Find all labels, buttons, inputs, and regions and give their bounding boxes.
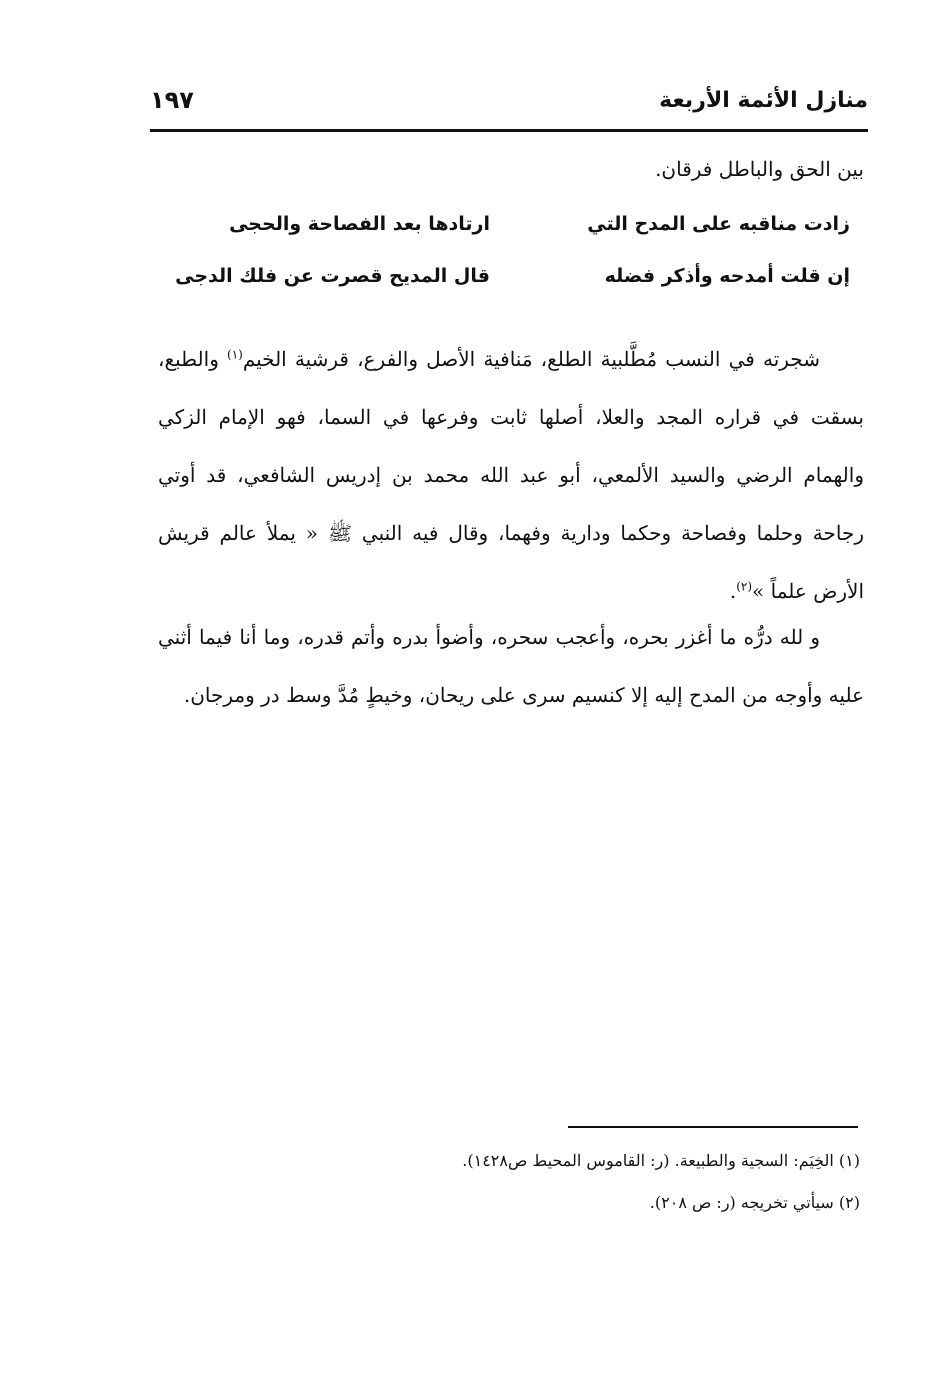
footnote-divider	[568, 1126, 858, 1128]
paragraph-1-end: .	[729, 579, 737, 603]
paragraph-1	[158, 330, 864, 620]
paragraph-2	[158, 608, 864, 724]
verse-1-second-hemistich: ارتادها بعد الفصاحة والحجى	[229, 213, 490, 235]
footnote-1: (١) الخِيَم: السجية والطبيعة. (ر: القاموس المحيط ص١٤٢٨).	[462, 1151, 860, 1170]
poem	[175, 198, 850, 302]
footnote-ref-1[interactable]: (١)	[227, 347, 243, 362]
footnote-2: (٢) سيأتي تخريجه (ر: ص ٢٠٨).	[649, 1193, 860, 1212]
intro-line: بين الحق والباطل فرقان.	[655, 157, 864, 181]
header-divider	[150, 129, 868, 132]
poem-verse-2	[175, 250, 850, 302]
poem-verse-1	[180, 198, 850, 250]
paragraph-1-part-2: والطبع، بسقت في قراره المجد والعلا، أصلها ثابت وفرعها في السما، فهو الإمام الزكي والهمام الرضي والسيد الألمعي، أبو عبد الله محمد بن إدريس الشافعي، قد أوتي رجاحة وحلما وفصاحة وحكما ودارية وفهما، وقال فيه النبي ﷺ « يملأ عالم قريش الأرض علماً »	[158, 347, 864, 603]
verse-2-second-hemistich: قال المديح قصرت عن فلك الدجى	[175, 265, 490, 287]
paragraph-1-part-1: شجرته في النسب مُطَّلبية الطلع، مَنافية الأصل والفرع، قرشية الخيم	[242, 347, 820, 371]
page-number: ١٩٧	[150, 86, 194, 114]
paragraph-2-text: و لله درُّه ما أغزر بحره، وأعجب سحره، وأضوأ بدره وأتم قدره، وما أنا فيما أثني عليه وأوجه من المدح إليه إلا كنسيم سرى على ريحان، وخيطٍ مُدَّ وسط در ومرجان.	[158, 625, 864, 707]
page-header	[150, 78, 868, 122]
paragraph-1-text	[158, 330, 864, 620]
verse-2-first-hemistich: إن قلت أمدحه وأذكر فضله	[604, 265, 850, 287]
verse-1-first-hemistich: زادت مناقبه على المدح التي	[587, 213, 850, 235]
footnote-ref-2[interactable]: (٢)	[736, 579, 753, 594]
running-title: منازل الأئمة الأربعة	[659, 87, 868, 113]
footnotes	[300, 1140, 860, 1224]
